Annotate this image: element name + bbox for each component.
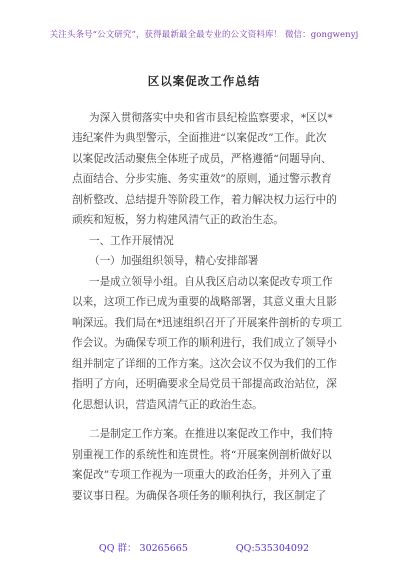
paragraph-line: 化思想认识，营造风清气正的政治生态。 [72,399,263,411]
paragraph-line: 二是制定工作方案。在推进以案促改工作中，我们特 [89,428,333,440]
paragraph-line: 违纪案件为典型警示，全面推进“以案促改”工作。此次 [72,132,327,144]
paragraph-line: 组并制定了详细的工作方案。这次会议不仅为我们的工作 [72,358,337,370]
paragraph-line: 剖析整改、总结提升等阶段工作，着力解决权力运行中的 [72,194,337,206]
footer-qq: QQ:535304092 [235,543,310,554]
paragraph-line: 响深远。我们局在*迅速组织召开了开展案件剖析的专项工 [72,317,343,329]
paragraph-line: 以案促改活动聚焦全体班子成员，严格遵循“问题导向、 [72,153,332,165]
paragraph-line: 作会议。为确保专项工作的顺利进行，我们成立了领导小 [72,337,337,349]
subsection-heading: （一）加强组织领导，精心安排部署 [89,255,259,267]
paragraph-line: 点面结合、分步实施、务实重效”的原则，通过警示教育 [72,173,332,185]
footer-contact [0,540,408,554]
paragraph-line: 以来，这项工作已成为重要的战略部署，其意义重大且影 [72,296,337,308]
paragraph-line: 要议事日程。为确保各项任务的顺利执行，我区制定了 [72,490,327,502]
paragraph-line: 指明了方向，还明确要求全局党员干部提高政治站位，深 [72,378,337,390]
document-title: 区以案促改工作总结 [147,74,261,88]
paragraph-line: 案促改”专项工作视为一项重大的政治任务，并列入了重 [72,469,332,481]
paragraph-line: 一是成立领导小组。自从我区启动以案促改专项工作 [89,276,333,288]
paragraph-line: 为深入贯彻落实中央和省市县纪检监察要求，*区以* [89,112,333,124]
header-banner: 关注头条号“公文研究”，获得最新最全最专业的公文资料库！ 微信：gongwenyj [49,30,359,40]
paragraph-line: 别重视工作的系统性和连贯性。将“开展案例剖析做好以 [72,449,332,461]
footer-qq-group: QQ 群： 30265665 [98,543,188,554]
section-heading: 一、工作开展情况 [89,235,174,247]
paragraph-line: 顽疾和短板，努力构建风清气正的政治生态。 [72,214,284,226]
